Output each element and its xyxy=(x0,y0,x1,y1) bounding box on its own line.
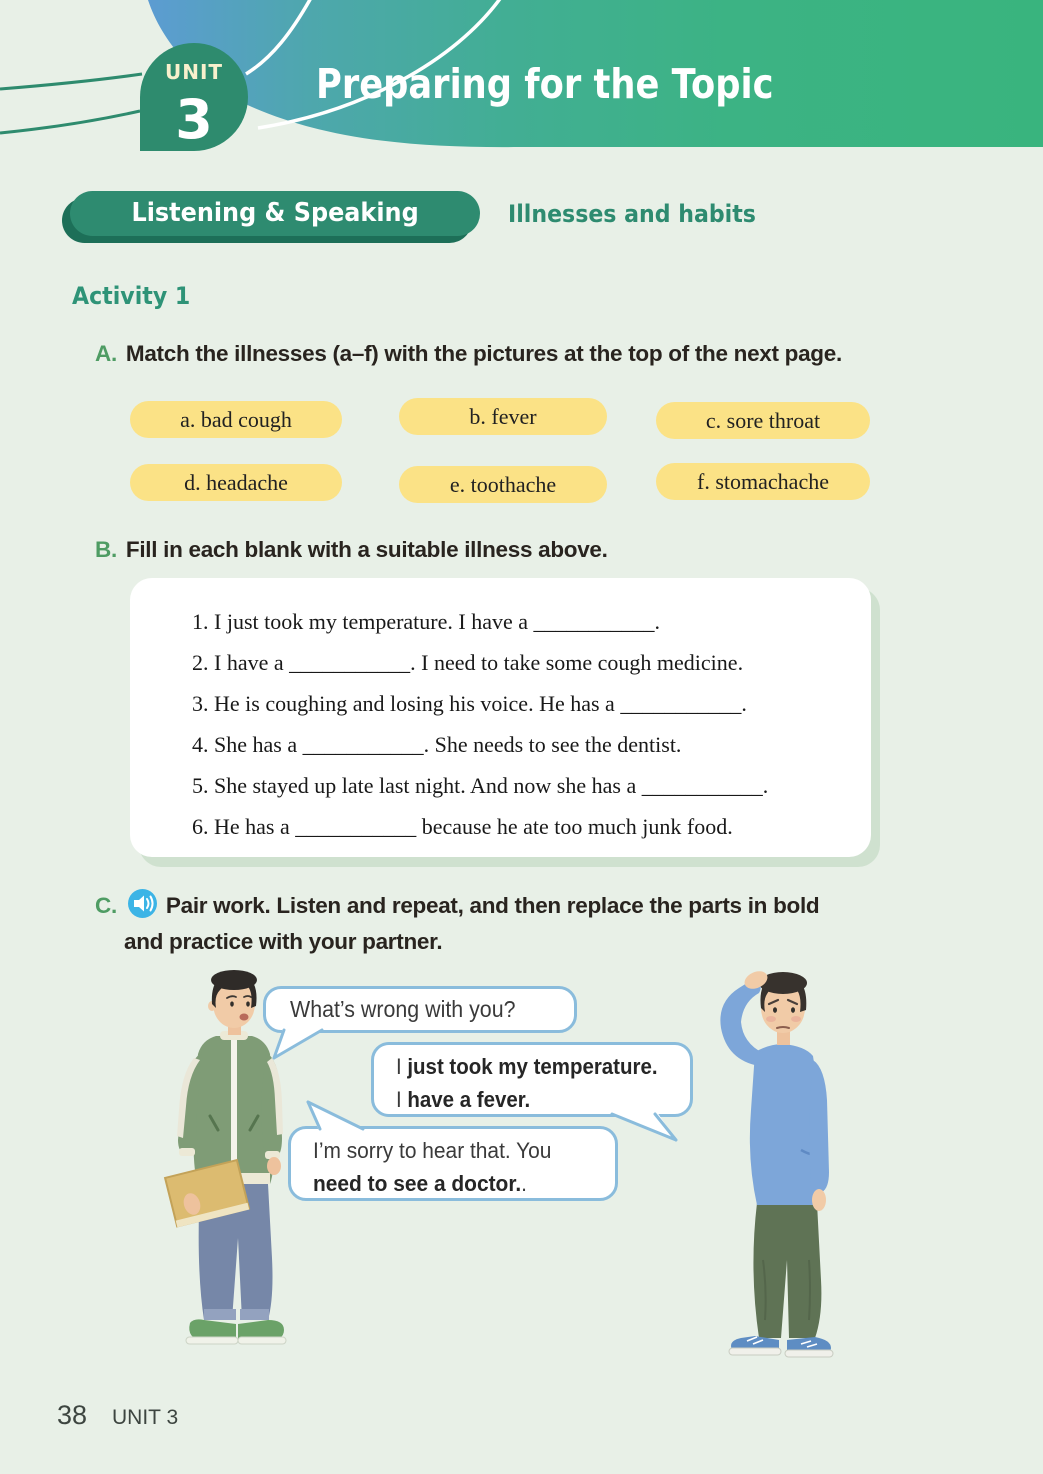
character-boy-blue-sweater xyxy=(683,960,863,1360)
bubble2-tail xyxy=(600,1114,680,1146)
sentence-item: 5. She stayed up late last night. And now she has a ___________. xyxy=(192,773,769,798)
option-pill-toothache[interactable]: e. toothache xyxy=(399,466,607,503)
bubble1-tail xyxy=(268,1030,332,1062)
task-c-instruction-line1: Pair work. Listen and repeat, and then replace the parts in bold xyxy=(165,892,820,918)
option-pill-stomachache[interactable]: f. stomachache xyxy=(656,463,870,500)
sentence-item: 1. I just took my temperature. I have a ___________. xyxy=(192,609,661,634)
task-a-heading xyxy=(95,341,842,367)
option-pill-sore-throat[interactable]: c. sore throat xyxy=(656,402,870,439)
task-b-heading xyxy=(95,537,608,563)
task-c-heading xyxy=(95,891,819,920)
topic-label: Illnesses and habits xyxy=(508,200,756,228)
bubble3-line2: need to see a doctor.. xyxy=(313,1171,527,1196)
bubble2-line2 xyxy=(396,1083,669,1116)
option-pill-fever[interactable]: b. fever xyxy=(399,398,607,435)
tab-label: Listening & Speaking xyxy=(131,198,419,228)
bubble2-bold1: just took my temperature. xyxy=(407,1054,658,1079)
activity-title: Activity 1 xyxy=(72,282,191,310)
bubble3-line1: I’m sorry to hear that. You xyxy=(313,1138,552,1163)
bubble2-bold2: have a fever. xyxy=(407,1087,531,1112)
bubble3-bold: need to see a doctor. xyxy=(313,1171,522,1196)
fill-in-card xyxy=(130,578,871,857)
unit-badge xyxy=(140,43,248,151)
tab-listening-speaking xyxy=(70,191,480,236)
sentence-item: 6. He has a ___________ because he ate too much junk food. xyxy=(192,814,733,839)
sentence-item: 2. I have a ___________. I need to take some cough medicine. xyxy=(192,650,744,675)
sentence-item: 4. She has a ___________. She needs to see the dentist. xyxy=(192,732,682,757)
task-c-letter: C. xyxy=(95,892,117,918)
sentence-item: 3. He is coughing and losing his voice. He has a ___________. xyxy=(192,691,747,716)
audio-speaker-icon[interactable] xyxy=(128,889,157,918)
page-number: 38 xyxy=(57,1400,88,1430)
task-b-instruction: Fill in each blank with a suitable illness above. xyxy=(125,537,608,562)
task-b-letter: B. xyxy=(95,537,117,562)
bubble2-pre2: I xyxy=(396,1087,408,1112)
task-a-instruction: Match the illnesses (a–f) with the pictures at the top of the next page. xyxy=(125,341,842,366)
speech-bubble-whats-wrong xyxy=(263,986,577,1033)
task-a-letter: A. xyxy=(95,341,117,366)
speech-bubble-temperature-fever xyxy=(371,1042,693,1117)
option-pill-headache[interactable]: d. headache xyxy=(130,464,342,501)
footer-unit: UNIT 3 xyxy=(112,1406,179,1429)
speech-bubble-see-doctor xyxy=(288,1126,618,1201)
option-pill-bad-cough[interactable]: a. bad cough xyxy=(130,401,342,438)
bubble1-text: What’s wrong with you? xyxy=(290,996,516,1022)
bubble3-tail xyxy=(295,1098,375,1132)
task-c-instruction-line2-wrap xyxy=(124,929,442,955)
unit-label: UNIT xyxy=(164,60,224,84)
bubble2-line1 xyxy=(396,1050,669,1083)
decor-line-bottom xyxy=(0,111,140,133)
page-title: Preparing for the Topic xyxy=(316,60,774,108)
bubble2-pre1: I xyxy=(396,1054,408,1079)
decor-line-top xyxy=(0,74,142,89)
task-c-instruction-line2: and practice with your partner. xyxy=(124,929,443,954)
unit-number: 3 xyxy=(175,88,213,151)
